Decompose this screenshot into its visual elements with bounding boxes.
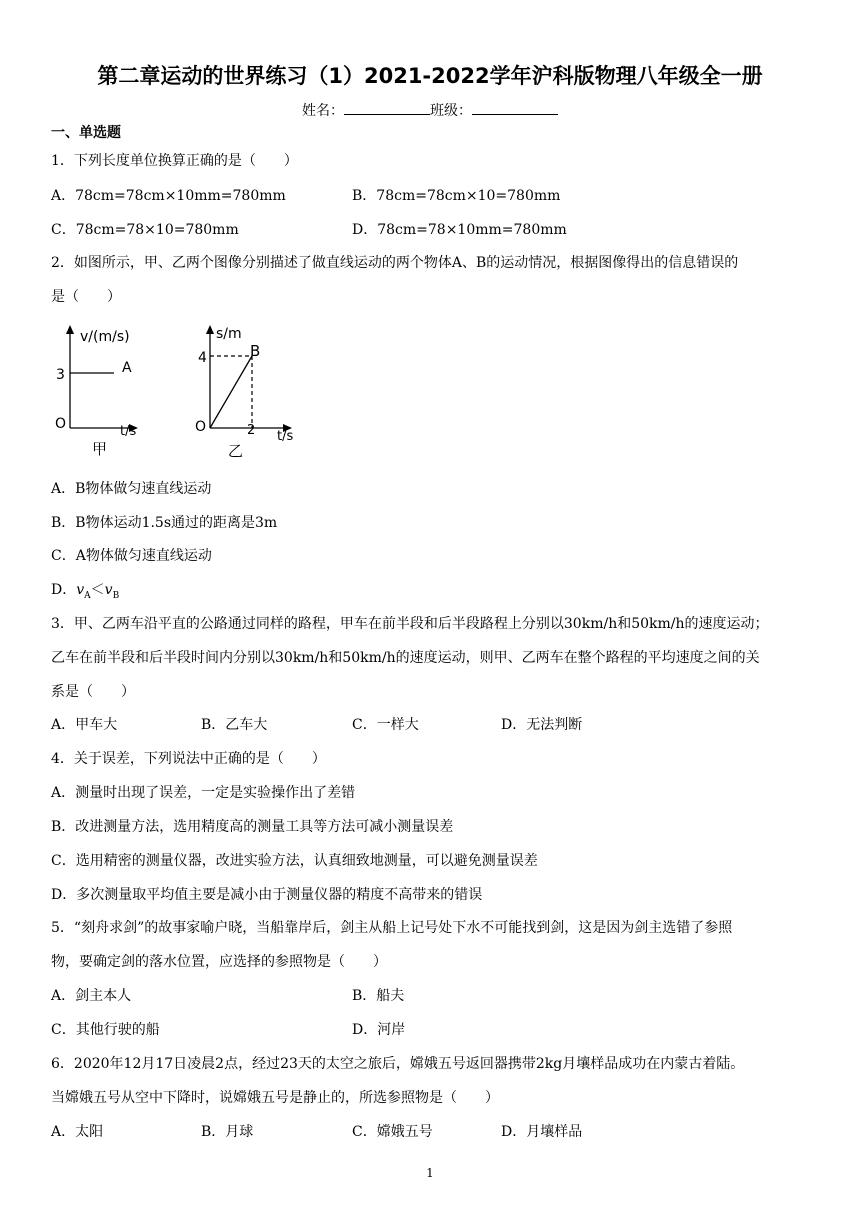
q6-option-d: D．月壤样品	[501, 1124, 583, 1140]
jia-y-tick: 3	[56, 367, 65, 383]
yi-y-arrow	[206, 325, 214, 334]
name-label: 姓名：	[302, 103, 344, 119]
yi-y-tick: 4	[198, 350, 207, 366]
name-class-line	[0, 100, 860, 120]
q2-stem-line1: 2．如图所示，甲、乙两个图像分别描述了做直线运动的两个物体A、B的运动情况，根据图像得出的信息错误的	[51, 255, 739, 271]
jia-caption: 甲	[92, 440, 108, 458]
jia-y-label: v/(m/s)	[80, 329, 130, 345]
q5-option-c: C．其他行驶的船	[51, 1022, 160, 1038]
q3-option-d: D．无法判断	[501, 717, 583, 733]
q5-option-b: B．船夫	[352, 988, 405, 1004]
yi-point-label: B	[250, 342, 261, 360]
q2-option-d-sub-b: B	[112, 590, 120, 601]
q6-line2: 当嫦娥五号从空中下降时，说嫦娥五号是静止的，所选参照物是（ ）	[51, 1090, 499, 1106]
q6-option-b: B．月球	[201, 1124, 254, 1140]
document-title: 第二章运动的世界练习（1）2021-2022学年沪科版物理八年级全一册	[97, 64, 763, 88]
q2-option-d-vb: v	[104, 582, 113, 598]
q4-option-c: C．选用精密的测量仪器，改进实验方法，认真细致地测量，可以避免测量误差	[51, 853, 538, 869]
q2-stem-line2: 是（ ）	[51, 289, 121, 305]
q1-option-a: A．78cm=78cm×10mm=780mm	[51, 188, 286, 204]
q3-line2: 乙车在前半段和后半段时间内分别以30km/h和50km/h的速度运动，则甲、乙两车在整个路程的平均速度之间的关	[51, 650, 760, 666]
class-blank[interactable]	[472, 102, 558, 115]
q5-line2: 物，要确定剑的落水位置，应选择的参照物是（ ）	[51, 954, 387, 970]
section-heading: 一、单选题	[51, 125, 121, 141]
q4-option-b: B．改进测量方法，选用精度高的测量工具等方法可减小测量误差	[51, 819, 454, 835]
name-blank[interactable]	[344, 102, 430, 115]
q2-option-d	[51, 579, 119, 601]
q5-line1: 5．“刻舟求剑”的故事家喻户晓，当船靠岸后，剑主从船上记号处下水不可能找到剑，这是因为剑主选错了参照	[51, 920, 733, 936]
q5-option-d: D．河岸	[352, 1022, 406, 1038]
q3-line1: 3．甲、乙两车沿平直的公路通过同样的路程，甲车在前半段和后半段路程上分别以30km/h和50km/h的速度运动；	[51, 616, 769, 632]
yi-caption: 乙	[228, 442, 244, 460]
figure-yi-graph	[190, 318, 310, 463]
page-number: 1	[426, 1166, 434, 1180]
q2-option-d-prefix: D．	[51, 582, 77, 598]
q2-option-b: B．B物体运动1.5s通过的距离是3m	[51, 515, 278, 531]
q1-stem: 1．下列长度单位换算正确的是（ ）	[51, 153, 298, 169]
q2-option-a: A．B物体做匀速直线运动	[51, 481, 212, 497]
q6-line1: 6．2020年12月17日凌晨2点，经过23天的太空之旅后，嫦娥五号返回器携带2kg月壤样品成功在内蒙古着陆。	[51, 1056, 745, 1072]
q4-stem: 4．关于误差，下列说法中正确的是（ ）	[51, 751, 326, 767]
q6-option-c: C．嫦娥五号	[352, 1124, 433, 1140]
q1-option-d: D．78cm=78×10mm=780mm	[352, 222, 567, 238]
q3-line3: 系是（ ）	[51, 684, 135, 700]
q1-option-b: B．78cm=78cm×10=780mm	[352, 188, 561, 204]
yi-origin: O	[195, 419, 207, 435]
q5-option-a: A．剑主本人	[51, 988, 132, 1004]
q3-option-c: C．一样大	[352, 717, 419, 733]
figure-jia-graph	[48, 320, 168, 460]
jia-line-label: A	[122, 360, 132, 376]
yi-x-label: t/s	[277, 429, 294, 444]
q3-option-b: B．乙车大	[201, 717, 268, 733]
q1-option-c: C．78cm=78×10=780mm	[51, 222, 239, 238]
jia-origin: O	[55, 416, 67, 432]
class-label: 班级：	[430, 103, 472, 119]
q4-option-d: D．多次测量取平均值主要是减小由于测量仪器的精度不高带来的错误	[51, 887, 483, 903]
q2-option-c: C．A物体做匀速直线运动	[51, 548, 212, 564]
q2-option-d-va: v	[76, 582, 85, 598]
yi-line-b	[210, 356, 252, 428]
q3-option-a: A．甲车大	[51, 717, 118, 733]
q4-option-a: A．测量时出现了误差，一定是实验操作出了差错	[51, 785, 356, 801]
jia-y-arrow	[66, 325, 74, 334]
q2-option-d-sub-a: A	[84, 590, 91, 601]
q2-option-d-lt: ＜	[90, 582, 105, 598]
yi-y-label: s/m	[216, 326, 242, 342]
yi-x-tick: 2	[247, 423, 256, 438]
jia-x-label: t/s	[120, 424, 137, 439]
q6-option-a: A．太阳	[51, 1124, 104, 1140]
